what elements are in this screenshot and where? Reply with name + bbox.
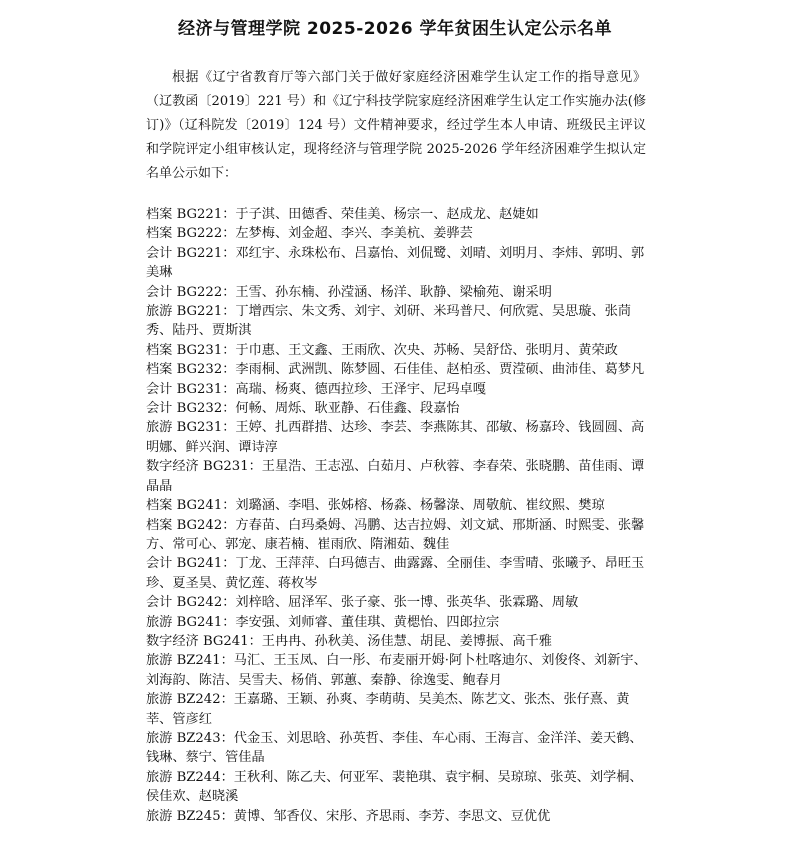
student-names: 邓红宇、永珠松布、吕嘉怡、刘侃鹭、刘晴、刘明月、李炜、郭明、郭美琳 xyxy=(146,245,645,281)
class-entry xyxy=(146,302,650,341)
class-entry xyxy=(146,651,650,690)
student-names: 李安强、刘师睿、董佳琪、黄楒怡、四郎拉宗 xyxy=(235,614,500,630)
document-title: 经济与管理学院 2025-2026 学年贫困生认定公示名单 xyxy=(177,19,613,39)
student-names: 王冉冉、孙秋美、汤佳慧、胡昆、姜博振、高千雅 xyxy=(261,633,552,649)
student-names: 刘梓晗、屈泽军、张子豪、张一博、张英华、张霖璐、周敏 xyxy=(235,595,579,611)
class-name: 会计 BG231： xyxy=(146,381,236,397)
class-entry xyxy=(146,496,650,515)
class-entry xyxy=(146,205,650,224)
class-name: 会计 BG221： xyxy=(146,245,236,261)
class-name: 旅游 BG241： xyxy=(146,614,236,630)
class-name: 旅游 BG221： xyxy=(146,304,236,320)
class-entry xyxy=(146,729,650,768)
class-name: 旅游 BZ243： xyxy=(146,730,234,746)
student-names: 王嘉璐、王颖、孙爽、李萌萌、吴美杰、陈艺文、张杰、张仔熹、黄莘、管彦红 xyxy=(146,692,630,727)
class-entry xyxy=(146,690,650,729)
student-names: 丁龙、王萍萍、白玛德吉、曲露露、全丽佳、李雪晴、张曦予、昂旺玉珍、夏圣昊、黄忆莲、蒋枚岑 xyxy=(146,556,645,591)
class-entry xyxy=(146,360,650,379)
class-entry xyxy=(146,283,650,302)
class-entry xyxy=(146,457,650,496)
class-name: 档案 BG222： xyxy=(146,226,236,242)
intro-paragraph: 根据《辽宁省教育厅等六部门关于做好家庭经济困难学生认定工作的指导意见》（辽教函〔2019〕221 号）和《辽宁科技学院家庭经济困难学生认定工作实施办法(修订)》（辽科院发〔2019〕124 号）文件精神要求，经过学生本人申请、班级民主评议和学院评定小组审核认定，现将经济与管理学院 2025-2026 学年经济困难学生拟认定名单公示如下： xyxy=(146,70,646,181)
class-name: 旅游 BZ241： xyxy=(146,653,234,669)
class-name: 数字经济 BG241： xyxy=(146,633,262,649)
student-names: 高瑞、杨爽、德西拉珍、王泽宇、尼玛卓嘎 xyxy=(235,381,486,397)
class-entry xyxy=(146,768,650,807)
student-names: 王秋利、陈乙夫、何亚军、裴艳琪、袁宇桐、吴琼琼、张英、刘学桐、侯佳欢、赵晓溪 xyxy=(146,769,643,805)
student-names: 刘璐涵、李唱、张姊榕、杨淼、杨馨淥、周敬航、崔纹熙、樊琼 xyxy=(235,498,605,514)
class-name: 旅游 BZ245： xyxy=(146,808,234,824)
class-entry xyxy=(146,244,650,283)
class-entry xyxy=(146,418,650,457)
class-name: 档案 BG242： xyxy=(146,517,236,533)
student-names: 左梦梅、刘金超、李兴、李美杭、姜骅芸 xyxy=(235,226,473,242)
student-names: 代金玉、刘思晗、孙英哲、李佳、车心雨、王海言、金洋洋、姜天鹤、钱琳、蔡宁、管佳晶 xyxy=(146,730,643,766)
class-name: 会计 BG242： xyxy=(146,595,236,611)
class-name: 档案 BG231： xyxy=(146,342,236,358)
student-names: 丁增西宗、朱文秀、刘宇、刘研、米玛普尺、何欣霓、吴思璇、张茼秀、陆丹、贾斯淇 xyxy=(146,304,632,339)
student-names: 马汇、王玉凤、白一彤、布麦丽开姆·阿卜杜喀迪尔、刘俊佟、刘新宇、刘海韵、陈洁、吴雪夫、杨俏、郭蕙、秦静、徐逸雯、鲍春月 xyxy=(146,653,647,688)
class-name: 档案 BG221： xyxy=(146,207,236,222)
class-entry xyxy=(146,516,650,555)
class-name: 会计 BG222： xyxy=(146,284,236,300)
student-names: 王星浩、王志泓、白茹月、卢秋蓉、李春荣、张晓鹏、苗佳雨、谭晶晶 xyxy=(146,459,645,494)
student-names: 王婷、扎西群措、达珍、李芸、李燕陈其、邵敏、杨嘉玲、钱圆圆、高明娜、鲜兴润、谭诗淳 xyxy=(146,420,645,455)
class-name: 会计 BG241： xyxy=(146,556,236,572)
class-entry xyxy=(146,554,650,593)
class-name: 旅游 BZ242： xyxy=(146,692,234,708)
class-name: 档案 BG232： xyxy=(146,362,236,378)
student-names: 于巾惠、王文鑫、王雨欣、次央、苏畅、吴舒岱、张明月、黄荣政 xyxy=(235,342,618,358)
class-name: 旅游 BZ244： xyxy=(146,769,234,785)
class-entry xyxy=(146,224,650,243)
student-names: 李雨桐、武洲凯、陈梦圆、石佳佳、赵柏丞、贾滢硕、曲沛佳、葛梦凡 xyxy=(235,362,645,378)
student-names: 方春苗、白玛桑姆、冯鹏、达吉拉姆、刘文斌、邢斯涵、时熙雯、张馨方、常可心、郭宠、康若楠、崔雨欣、隋湘茹、魏佳 xyxy=(146,517,645,552)
class-name: 数字经济 BG231： xyxy=(146,459,262,475)
class-entry xyxy=(146,341,650,360)
student-names: 于子淇、田德香、荣佳美、杨宗一、赵成龙、赵婕如 xyxy=(235,207,539,222)
class-entry xyxy=(146,807,650,826)
student-names: 王雪、孙东楠、孙滢涵、杨洋、耿静、梁榆苑、谢采明 xyxy=(235,284,552,300)
class-name: 档案 BG241： xyxy=(146,498,236,514)
class-entry xyxy=(146,399,650,418)
class-name: 会计 BG232： xyxy=(146,401,236,417)
student-names: 黄博、邹香仪、宋彤、齐思雨、李芳、李思文、豆优优 xyxy=(233,808,551,824)
class-entry xyxy=(146,632,650,651)
student-names: 何畅、周烁、耿亚静、石佳鑫、段嘉怡 xyxy=(235,401,460,417)
class-entry xyxy=(146,593,650,612)
class-name: 旅游 BG231： xyxy=(146,420,236,436)
class-entry xyxy=(146,380,650,399)
class-entry xyxy=(146,613,650,632)
student-list xyxy=(146,205,650,826)
